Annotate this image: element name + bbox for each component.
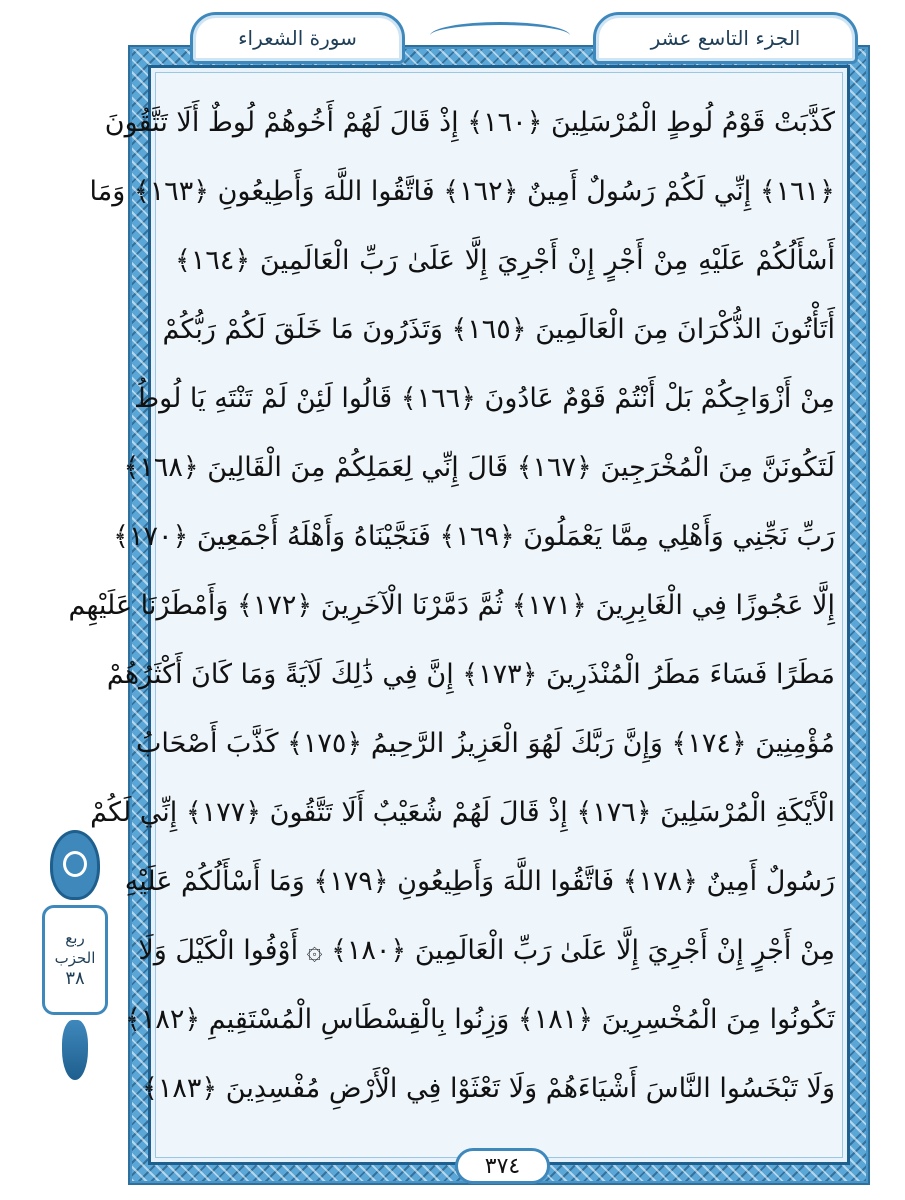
text-line: وَلَا تَبْخَسُوا النَّاسَ أَشْيَاءَهُمْ وَلَا تَعْثَوْا فِي الْأَرْضِ مُفْسِدِينَ ﴿١٨٣﴾	[142, 1073, 835, 1104]
text-line: ﴿١٦١﴾ إِنِّي لَكُمْ رَسُولٌ أَمِينٌ ﴿١٦٢﴾ فَاتَّقُوا اللَّهَ وَأَطِيعُونِ ﴿١٦٣﴾ وَمَا	[89, 176, 835, 207]
hizb-tail-ornament-icon	[62, 1020, 88, 1080]
text-line: أَسْأَلُكُمْ عَلَيْهِ مِنْ أَجْرٍ إِنْ أَجْرِيَ إِلَّا عَلَىٰ رَبِّ الْعَالَمِينَ ﴿١٦٤﴾	[175, 245, 835, 276]
hizb-number: ٣٨	[65, 967, 85, 989]
juz-cartouche	[593, 12, 858, 64]
page-number: ٣٧٤	[484, 1153, 521, 1179]
juz-title: الجزء التاسع عشر	[650, 26, 801, 50]
text-line: لَتَكُونَنَّ مِنَ الْمُخْرَجِينَ ﴿١٦٧﴾ قَالَ إِنِّي لِعَمَلِكُمْ مِنَ الْقَالِينَ ﴿١٦٨﴾	[123, 452, 835, 483]
text-line: رَسُولٌ أَمِينٌ ﴿١٧٨﴾ فَاتَّقُوا اللَّهَ وَأَطِيعُونِ ﴿١٧٩﴾ وَمَا أَسْأَلُكُمْ عَلَيْهِ	[124, 866, 835, 897]
text-line: الْأَيْكَةِ الْمُرْسَلِينَ ﴿١٧٦﴾ إِذْ قَالَ لَهُمْ شُعَيْبٌ أَلَا تَتَّقُونَ ﴿١٧٧﴾ إِنِّي لَكُمْ	[90, 797, 835, 828]
hizb-marker	[40, 830, 110, 1090]
text-line: كَذَّبَتْ قَوْمُ لُوطٍ الْمُرْسَلِينَ ﴿١٦٠﴾ إِذْ قَالَ لَهُمْ أَخُوهُمْ لُوطٌ أَلَا تَتَّقُونَ	[104, 107, 835, 138]
text-line: رَبِّ نَجِّنِي وَأَهْلِي مِمَّا يَعْمَلُونَ ﴿١٦٩﴾ فَنَجَّيْنَاهُ وَأَهْلَهُ أَجْمَعِينَ ﴿١٧٠﴾	[113, 521, 835, 552]
text-line: مِنْ أَزْوَاجِكُمْ بَلْ أَنْتُمْ قَوْمٌ عَادُونَ ﴿١٦٦﴾ قَالُوا لَئِنْ لَمْ تَنْتَهِ يَا لُوطُ	[134, 383, 835, 414]
text-line: مُؤْمِنِينَ ﴿١٧٤﴾ وَإِنَّ رَبَّكَ لَهُوَ الْعَزِيزُ الرَّحِيمُ ﴿١٧٥﴾ كَذَّبَ أَصْحَابُ	[135, 728, 835, 759]
hizb-ornament-icon	[50, 830, 100, 900]
text-line: إِلَّا عَجُوزًا فِي الْغَابِرِينَ ﴿١٧١﴾ ثُمَّ دَمَّرْنَا الْآخَرِينَ ﴿١٧٢﴾ وَأَمْطَرْنَا عَلَيْهِم	[68, 590, 835, 621]
hizb-label-box	[42, 905, 108, 1015]
hizb-quarter-label: ربع	[65, 929, 85, 948]
text-line: أَتَأْتُونَ الذُّكْرَانَ مِنَ الْعَالَمِينَ ﴿١٦٥﴾ وَتَذَرُونَ مَا خَلَقَ لَكُمْ رَبُّكُمْ	[162, 314, 835, 345]
top-ornament-arch	[430, 22, 570, 49]
hizb-label: الحزب	[54, 948, 96, 967]
surah-title: سورة الشعراء	[238, 26, 357, 50]
text-line: مَطَرًا فَسَاءَ مَطَرُ الْمُنْذَرِينَ ﴿١٧٣﴾ إِنَّ فِي ذَٰلِكَ لَآيَةً وَمَا كَانَ أَكْثَرُهُمْ	[106, 659, 835, 690]
surah-cartouche	[190, 12, 405, 64]
text-line: مِنْ أَجْرٍ إِنْ أَجْرِيَ إِلَّا عَلَىٰ رَبِّ الْعَالَمِينَ ﴿١٨٠﴾ ۞ أَوْفُوا الْكَيْلَ وَلَا	[138, 935, 835, 966]
page-number-cartouche	[455, 1148, 550, 1184]
text-line: تَكُونُوا مِنَ الْمُخْسِرِينَ ﴿١٨١﴾ وَزِنُوا بِالْقِسْطَاسِ الْمُسْتَقِيمِ ﴿١٨٢﴾	[124, 1004, 835, 1035]
